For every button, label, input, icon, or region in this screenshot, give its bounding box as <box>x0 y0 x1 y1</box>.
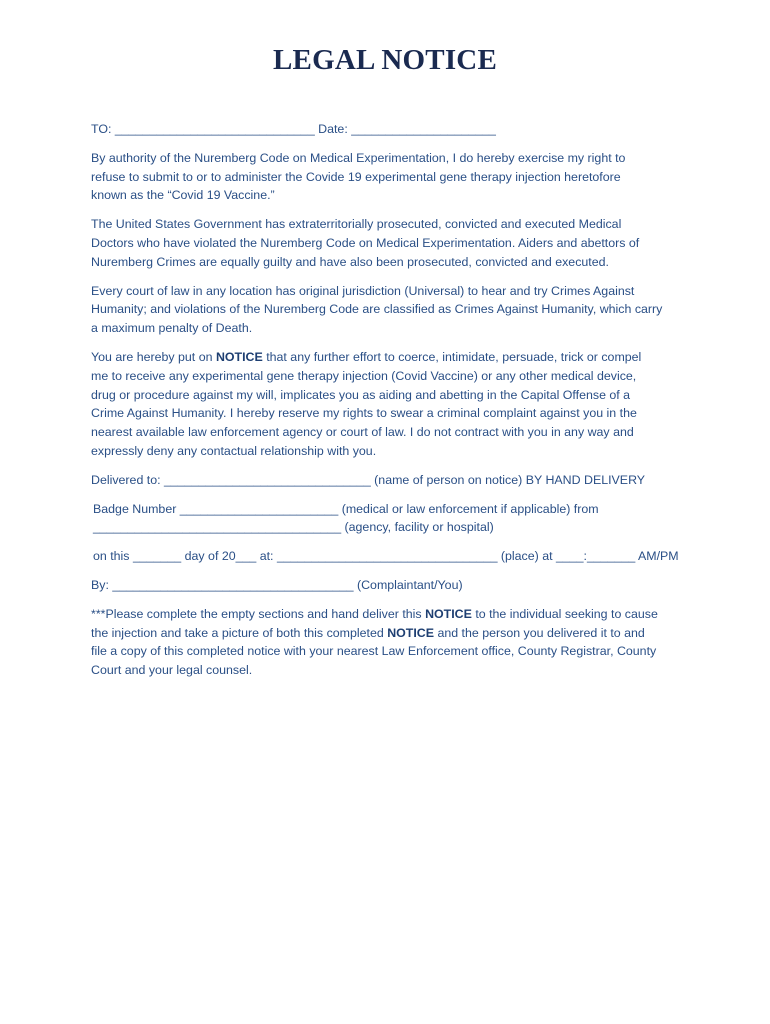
instructions-paragraph <box>91 605 691 680</box>
paragraph-line <box>91 350 641 364</box>
recipient-date-line <box>91 120 691 139</box>
signature-line <box>91 576 691 595</box>
badge-number-text: Badge Number _______________________ (medical or law enforcement if applicable) from <box>93 501 599 516</box>
instructions-text-pre: ***Please complete the empty sections and hand deliver this <box>91 606 426 621</box>
signature-text: By: ___________________________________ (Complaintant/You) <box>91 577 463 592</box>
date-place-text: on this _______ day of 20___ at: ________________________________ (place) at ____:_______ AM/PM <box>93 549 679 564</box>
notice-keyword: NOTICE <box>425 606 472 621</box>
paragraph-notice <box>91 348 691 461</box>
paragraph-line: Humanity; and violations of the Nuremberg Code are classified as Crimes Against Humanity, which carry <box>91 302 663 317</box>
badge-number-line <box>91 500 691 538</box>
notice-keyword: NOTICE <box>215 349 263 364</box>
date-place-line <box>91 547 691 566</box>
document-body <box>91 120 691 690</box>
notice-keyword: NOTICE <box>387 625 434 640</box>
paragraph-line <box>91 626 645 640</box>
instructions-text-post: and the person you delivered it to and <box>434 625 645 640</box>
paragraph-line: Nuremberg Crimes are equally guilty and have also been prosecuted, convicted and executed. <box>91 254 609 269</box>
instructions-text-post: to the individual seeking to cause <box>471 606 658 621</box>
paragraph-line: The United States Government has extraterritorially prosecuted, convicted and executed Medical <box>91 217 622 232</box>
paragraph-line: a maximum penalty of Death. <box>91 321 253 336</box>
paragraph-line: expressly deny any contactual relationship with you. <box>91 443 377 458</box>
page-title: LEGAL NOTICE <box>273 44 497 76</box>
paragraph-line: Every court of law in any location has original jurisdiction (Universal) to hear and try Crimes Against <box>91 283 635 298</box>
paragraph-line: Doctors who have violated the Nuremberg Code on Medical Experimentation. Aiders and abettors of <box>91 235 640 250</box>
recipient-date-text: TO: _____________________________ Date: _____________________ <box>91 122 496 136</box>
paragraph-line: By authority of the Nuremberg Code on Medical Experimentation, I do hereby exercise my right to <box>91 150 626 165</box>
delivered-to-text: Delivered to: ______________________________ (name of person on notice) BY HAND DELIVERY <box>91 472 646 487</box>
paragraph-line: Court and your legal counsel. <box>91 663 253 678</box>
paragraph-line: drug or procedure against my will, implicates you as aiding and abetting in the Capital Offense of a <box>91 387 631 402</box>
paragraph-jurisdiction <box>91 282 691 338</box>
paragraph-us-government <box>91 215 691 271</box>
paragraph-nuremberg-authority <box>91 149 691 205</box>
paragraph-line: Crime Against Humanity. I hereby reserve my rights to swear a criminal complaint against you in the <box>91 406 637 421</box>
paragraph-line: refuse to submit to or to administer the Covide 19 experimental gene therapy injection heretofore <box>91 169 621 184</box>
paragraph-line: me to receive any experimental gene therapy injection (Covid Vaccine) or any other medical device, <box>91 368 637 383</box>
paragraph-line <box>91 607 658 621</box>
agency-text: ____________________________________ (agency, facility or hospital) <box>93 520 494 535</box>
instructions-text-pre: the injection and take a picture of both this completed <box>91 625 388 640</box>
notice-text-pre: You are hereby put on <box>91 349 216 364</box>
paragraph-line: nearest available law enforcement agency or court of law. I do not contract with you in any way and <box>91 425 634 440</box>
delivered-to-line <box>91 471 691 490</box>
paragraph-line: file a copy of this completed notice with your nearest Law Enforcement office, County Registrar, County <box>91 644 657 659</box>
paragraph-line: known as the “Covid 19 Vaccine.” <box>91 188 275 203</box>
notice-text-post: that any further effort to coerce, intimidate, persuade, trick or compel <box>262 349 642 364</box>
